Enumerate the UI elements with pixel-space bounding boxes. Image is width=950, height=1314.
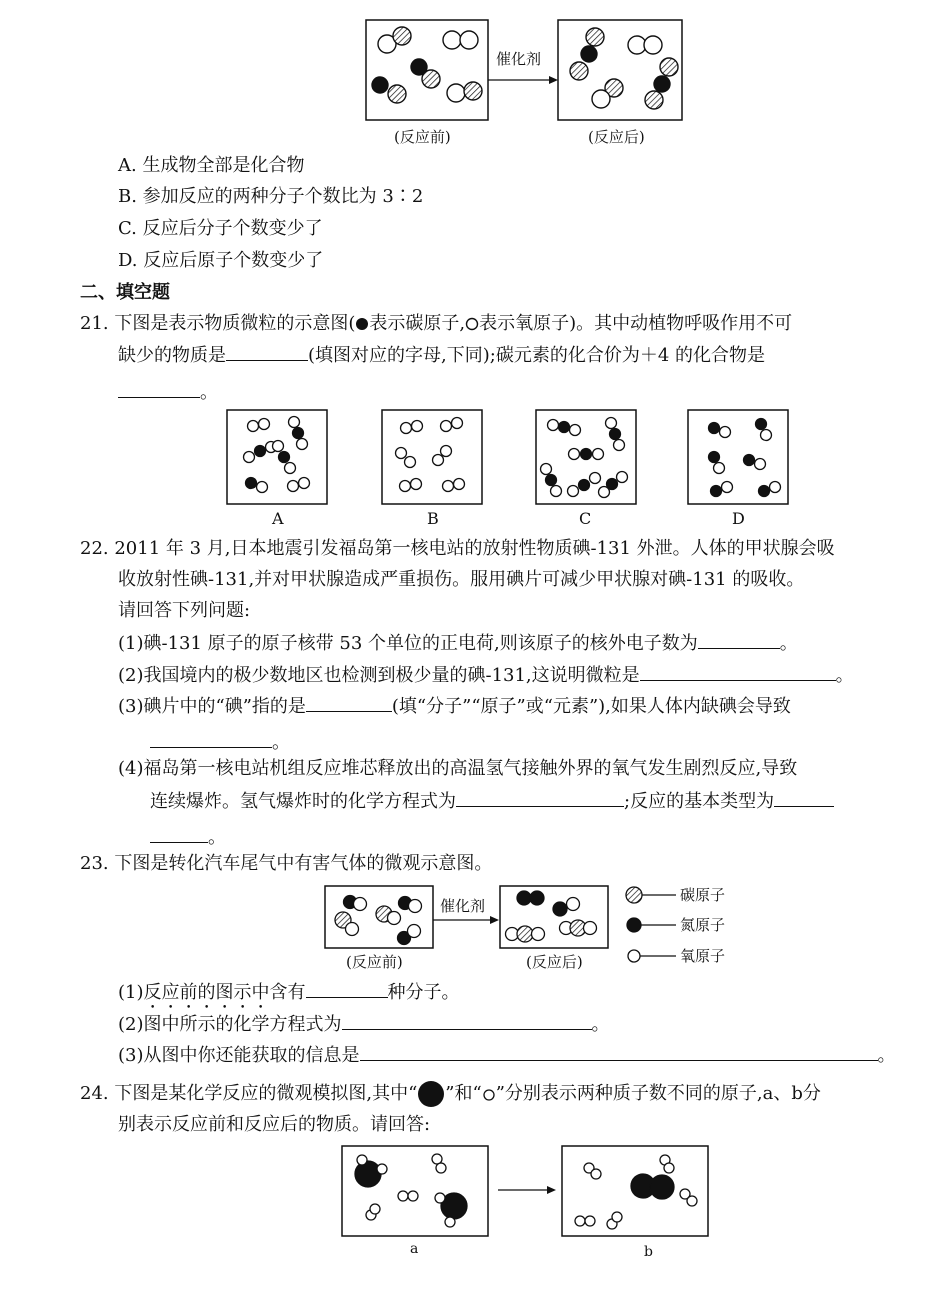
q23-part-1-num: (1) (118, 982, 144, 1003)
q22-part-1-end: 。 (779, 633, 798, 654)
q24-line-2: 别表示反应前和反应后的物质。请回答: (118, 1114, 431, 1135)
q20-option-c: C. 反应后分子个数变少了 (118, 218, 323, 239)
q21-label-b: B (427, 509, 439, 528)
q24-text-1b: ”和“ (445, 1083, 482, 1104)
q23-part-3-text: (3)从图中你还能获取的信息是 (118, 1045, 360, 1066)
q20-after-caption: (反应后) (588, 128, 645, 146)
q23-catalyst-label: 催化剂 (440, 897, 486, 915)
q24-text-1c: ”分别表示两种质子数不同的原子,a、b分 (495, 1083, 821, 1104)
q21-text-3: 。 (200, 382, 218, 403)
q24-text-1a: 24. 下图是某化学反应的微观模拟图,其中“ (80, 1083, 418, 1104)
q20-option-a: A. 生成物全部是化合物 (118, 155, 305, 176)
q22-part-3-text: (3)碘片中的“碘”指的是 (118, 696, 306, 717)
q20-option-b: B. 参加反应的两种分子个数比为 3∶2 (118, 186, 424, 207)
q23-after-caption: (反应后) (526, 953, 583, 971)
q23-part-2-end: 。 (591, 1014, 610, 1035)
section-2-heading: 二、填空题 (80, 282, 170, 303)
q21-label-a: A (272, 509, 284, 528)
q22-line-3: 请回答下列问题: (118, 600, 251, 621)
q22-part-4: (4)福岛第一核电站机组反应堆芯释放出的高温氢气接触外界的氧气发生剧烈反应,导致 (118, 758, 798, 779)
q23-line-1: 23. 下图是转化汽车尾气中有害气体的微观示意图。 (80, 853, 493, 874)
q23-part-1-emphasis: 反应前的图示中 (143, 982, 270, 1003)
q24-label-a: a (410, 1241, 419, 1257)
q24-label-b: b (644, 1244, 653, 1260)
q23-before-caption: (反应前) (346, 953, 403, 971)
q21-text-2a: 缺少的物质是 (118, 345, 226, 366)
q22-line-1: 22. 2011 年 3 月,日本地震引发福岛第一核电站的放射性物质碘-131 外泄。人体的甲状腺会吸 (80, 538, 835, 559)
q21-text-1c: 表示氧原子)。其中动植物呼吸作用不可 (479, 313, 793, 334)
q23-legend-oxygen: 氧原子 (680, 947, 726, 965)
q21-text-2b: (填图对应的字母,下同);碳元素的化合价为＋4 的化合物是 (308, 345, 766, 366)
q22-part-3-end: 。 (272, 732, 290, 753)
q23-part-2-text: (2)图中所示的化学方程式为 (118, 1014, 342, 1035)
q22-part-4-end: 。 (208, 827, 226, 848)
q21-label-d: D (732, 509, 745, 528)
q23-part-3-end: 。 (877, 1045, 896, 1066)
q22-part-3-text-b: (填“分子”“原子”或“元素”),如果人体内缺碘会导致 (391, 696, 791, 717)
q23-legend-carbon: 碳原子 (680, 886, 726, 904)
q23-legend-nitrogen: 氮原子 (680, 916, 726, 934)
q20-catalyst-label: 催化剂 (496, 50, 542, 68)
q21-text-1b: 表示碳原子, (369, 313, 466, 334)
q21-text-1a: 21. 下图是表示物质微粒的示意图( (80, 313, 356, 334)
q20-option-d: D. 反应后原子个数变少了 (118, 250, 324, 271)
q22-part-2-end: 。 (835, 665, 854, 686)
q20-before-caption: (反应前) (394, 128, 451, 146)
q22-line-2: 收放射性碘-131,并对甲状腺造成严重损伤。服用碘片可减少甲状腺对碘-131 的吸收。 (118, 569, 805, 590)
q22-part-4-text-c: ;反应的基本类型为 (624, 791, 775, 812)
q22-part-1-text: (1)碘-131 原子的原子核带 53 个单位的正电荷,则该原子的核外电子数为 (118, 633, 698, 654)
q23-part-1-text: 含有 (269, 982, 306, 1003)
q21-label-c: C (579, 509, 592, 528)
q22-part-4-text-b: 连续爆炸。氢气爆炸时的化学方程式为 (150, 791, 456, 812)
q23-part-1-end: 种分子。 (387, 982, 460, 1003)
q22-part-2-text: (2)我国境内的极少数地区也检测到极少量的碘-131,这说明微粒是 (118, 665, 640, 686)
